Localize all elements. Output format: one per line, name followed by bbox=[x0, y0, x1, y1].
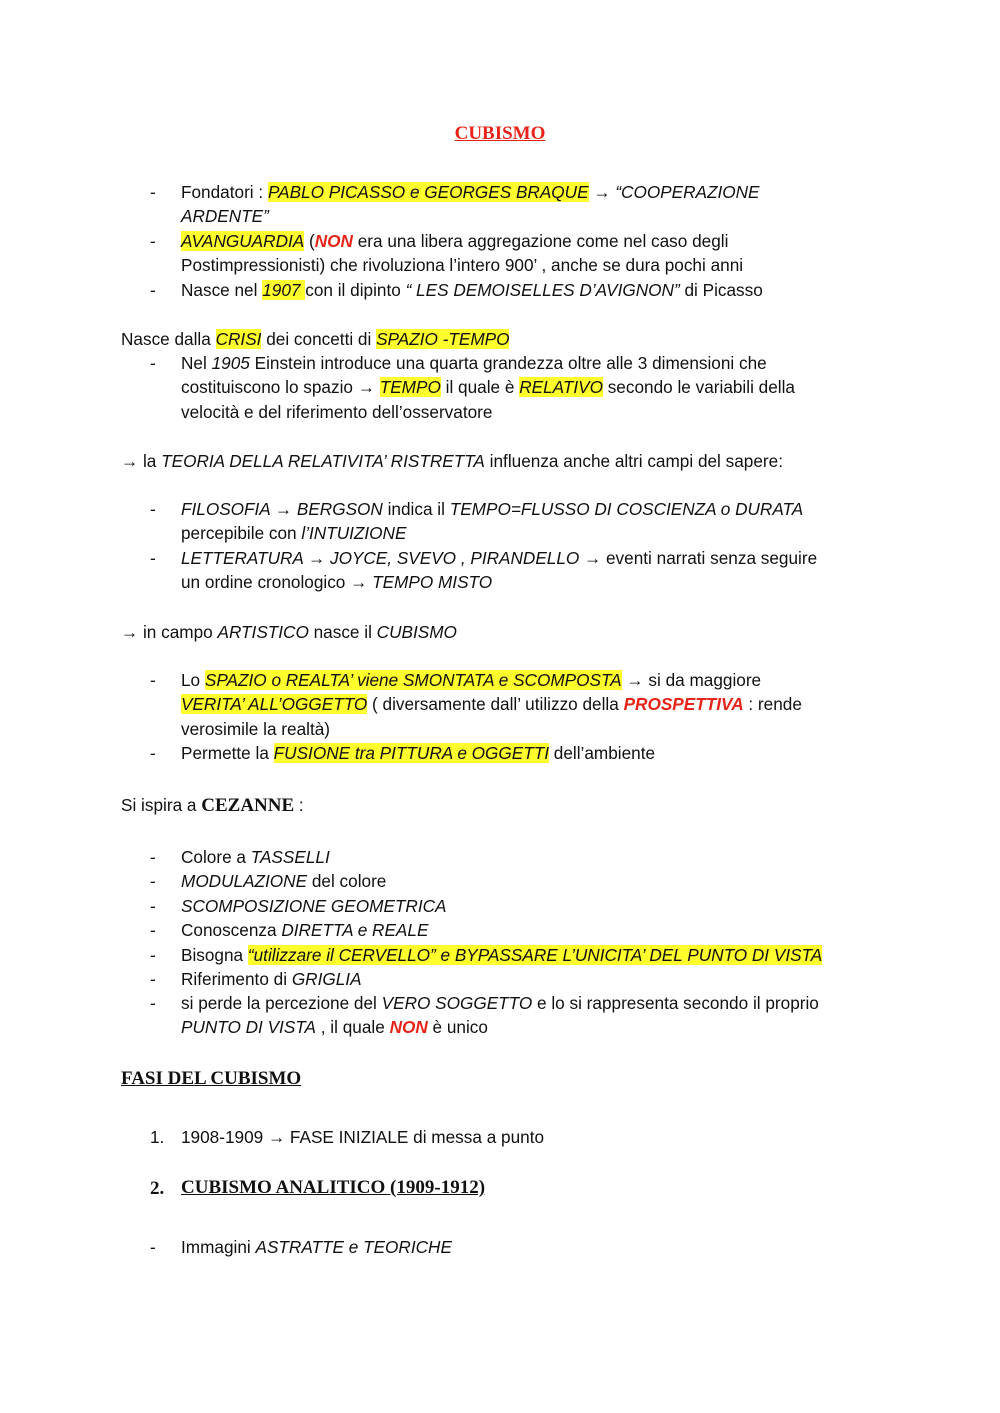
list-number: 1. bbox=[150, 1127, 165, 1147]
highlighted-text: SPAZIO -TEMPO bbox=[376, 329, 510, 349]
bullet-dash: - bbox=[150, 945, 156, 965]
text: e lo si rappresenta secondo il proprio bbox=[532, 993, 819, 1013]
italic-text: “COOPERAZIONE bbox=[615, 182, 760, 202]
italic-text: TASSELLI bbox=[250, 847, 330, 867]
text: → eventi narrati senza seguire bbox=[579, 548, 818, 568]
text: → si da maggiore bbox=[621, 670, 762, 690]
text: ( bbox=[304, 231, 315, 251]
text: Bisogna bbox=[181, 945, 248, 965]
filosofia-line bbox=[181, 497, 803, 521]
founders-line bbox=[181, 180, 760, 204]
text: del colore bbox=[307, 871, 387, 891]
text: ( diversamente dall’ utilizzo della bbox=[367, 694, 624, 714]
text: , il quale bbox=[315, 1017, 390, 1037]
letteratura-line-cont bbox=[181, 570, 492, 594]
phase-item-1: 1908-1909 → FASE INIZIALE di messa a punto bbox=[181, 1127, 545, 1147]
crisi-paragraph bbox=[121, 327, 509, 351]
einstein-line-cont bbox=[181, 375, 795, 399]
italic-text: “ LES DEMOISELLES D’AVIGNON” bbox=[405, 280, 680, 300]
red-text: NON bbox=[314, 231, 353, 251]
red-text: PROSPETTIVA bbox=[623, 694, 744, 714]
einstein-line-cont2: velocità e del riferimento dell’osservatore bbox=[181, 402, 493, 422]
italic-text: TEMPO=FLUSSO DI COSCIENZA o DURATA bbox=[449, 499, 804, 519]
spazio-line-cont bbox=[181, 692, 802, 716]
text: Immagini bbox=[181, 1237, 256, 1257]
italic-text: CUBISMO bbox=[376, 622, 457, 642]
bullet-dash: - bbox=[150, 499, 156, 519]
text: con il dipinto bbox=[305, 280, 406, 300]
text: il quale è bbox=[440, 377, 520, 397]
text: Colore a bbox=[181, 847, 251, 867]
document-title: CUBISMO bbox=[454, 123, 546, 144]
text: si perde la percezione del bbox=[181, 993, 382, 1013]
highlighted-text: AVANGUARDIA bbox=[181, 231, 305, 251]
relativita-paragraph bbox=[121, 449, 783, 473]
italic-text: DIRETTA e REALE bbox=[281, 920, 429, 940]
highlighted-text: “utilizzare il CERVELLO” e BYPASSARE L’UNICITA’ DEL PUNTO DI VISTA bbox=[247, 945, 823, 965]
text: un ordine cronologico → bbox=[181, 572, 373, 592]
bullet-dash: - bbox=[150, 969, 156, 989]
text: : bbox=[294, 795, 304, 815]
highlighted-text: TEMPO bbox=[379, 377, 441, 397]
spazio-line-cont2: verosimile la realtà) bbox=[181, 719, 331, 739]
text: secondo le variabili della bbox=[602, 377, 795, 397]
bullet-dash: - bbox=[150, 353, 156, 373]
einstein-line bbox=[181, 351, 767, 375]
letteratura-line bbox=[181, 546, 817, 570]
italic-text: TEORIA DELLA RELATIVITA’ RISTRETTA bbox=[161, 451, 485, 471]
italic-text: LETTERATURA → JOYCE, SVEVO , PIRANDELLO bbox=[181, 548, 580, 568]
highlighted-text: PABLO PICASSO e GEORGES BRAQUE bbox=[267, 182, 589, 202]
text: dei concetti di bbox=[261, 329, 377, 349]
text: Conoscenza bbox=[181, 920, 282, 940]
cezanne-item bbox=[181, 845, 330, 869]
cezanne-item bbox=[181, 918, 428, 942]
founders-line-cont: ARDENTE” bbox=[181, 206, 269, 226]
italic-text: TEMPO MISTO bbox=[372, 572, 493, 592]
text: Nasce dalla bbox=[121, 329, 216, 349]
nasce-line bbox=[181, 278, 763, 302]
text: percepibile con bbox=[181, 523, 302, 543]
text: era una libera aggregazione come nel caso degli bbox=[352, 231, 729, 251]
highlighted-text: CRISI bbox=[215, 329, 262, 349]
bullet-dash: - bbox=[150, 548, 156, 568]
text: → in campo bbox=[121, 622, 218, 642]
bullet-dash: - bbox=[150, 743, 156, 763]
text: nasce il bbox=[308, 622, 377, 642]
italic-text: PUNTO DI VISTA bbox=[181, 1017, 316, 1037]
bullet-dash: - bbox=[150, 920, 156, 940]
highlighted-text: VERITA’ ALL’OGGETTO bbox=[181, 694, 368, 714]
italic-text: 1905 bbox=[211, 353, 250, 373]
cezanne-item bbox=[181, 943, 822, 967]
bullet-dash: - bbox=[150, 280, 156, 300]
avanguardia-line bbox=[181, 229, 728, 253]
spazio-line bbox=[181, 668, 761, 692]
italic-text: FILOSOFIA → BERGSON bbox=[181, 499, 383, 519]
phase-item-2-heading: CUBISMO ANALITICO (1909-1912) bbox=[181, 1177, 486, 1198]
text: → bbox=[588, 182, 616, 202]
cezanne-item bbox=[181, 869, 386, 893]
list-number: 2. bbox=[150, 1178, 165, 1199]
text: Fondatori : bbox=[181, 182, 268, 202]
immagini-line bbox=[181, 1235, 452, 1259]
red-text: NON bbox=[389, 1017, 428, 1037]
bullet-dash: - bbox=[150, 182, 156, 202]
fusione-line bbox=[181, 741, 655, 765]
italic-text: MODULAZIONE bbox=[181, 871, 308, 891]
bullet-dash: - bbox=[150, 670, 156, 690]
text: indica il bbox=[382, 499, 450, 519]
text: è unico bbox=[427, 1017, 488, 1037]
italic-text: GRIGLIA bbox=[291, 969, 362, 989]
text: di Picasso bbox=[679, 280, 763, 300]
text: dell’ambiente bbox=[549, 743, 656, 763]
italic-text: ASTRATTE e TEORICHE bbox=[255, 1237, 452, 1257]
highlighted-text: 1907 bbox=[262, 280, 306, 300]
highlighted-text: RELATIVO bbox=[519, 377, 603, 397]
text: Si ispira a bbox=[121, 795, 202, 815]
text: Nel bbox=[181, 353, 212, 373]
cezanne-paragraph bbox=[121, 793, 304, 818]
artistico-paragraph bbox=[121, 620, 457, 644]
cezanne-item bbox=[181, 967, 362, 991]
text: Riferimento di bbox=[181, 969, 292, 989]
text: : rende bbox=[743, 694, 802, 714]
text: influenza anche altri campi del sapere: bbox=[484, 451, 783, 471]
italic-text: VERO SOGGETTO bbox=[381, 993, 533, 1013]
cezanne-item: SCOMPOSIZIONE GEOMETRICA bbox=[181, 896, 447, 916]
filosofia-line-cont bbox=[181, 521, 406, 545]
cezanne-item bbox=[181, 991, 819, 1015]
bullet-dash: - bbox=[150, 896, 156, 916]
bullet-dash: - bbox=[150, 231, 156, 251]
bullet-dash: - bbox=[150, 871, 156, 891]
text: → la bbox=[121, 451, 162, 471]
text: Lo bbox=[181, 670, 205, 690]
cezanne-item-cont bbox=[181, 1015, 488, 1039]
bullet-dash: - bbox=[150, 1237, 156, 1257]
bullet-dash: - bbox=[150, 847, 156, 867]
text: costituiscono lo spazio → bbox=[181, 377, 380, 397]
text: Einstein introduce una quarta grandezza oltre alle 3 dimensioni che bbox=[249, 353, 767, 373]
bold-serif-text: CEZANNE bbox=[201, 795, 295, 816]
text: Nasce nel bbox=[181, 280, 263, 300]
bullet-dash: - bbox=[150, 993, 156, 1013]
italic-text: ARTISTICO bbox=[217, 622, 309, 642]
avanguardia-line-cont: Postimpressionisti) che rivoluziona l’intero 900’ , anche se dura pochi anni bbox=[181, 255, 744, 275]
highlighted-text: FUSIONE tra PITTURA e OGGETTI bbox=[273, 743, 550, 763]
text: Permette la bbox=[181, 743, 274, 763]
italic-text: l’INTUIZIONE bbox=[301, 523, 407, 543]
phases-heading: FASI DEL CUBISMO bbox=[121, 1068, 302, 1089]
highlighted-text: SPAZIO o REALTA’ viene SMONTATA e SCOMPOSTA bbox=[204, 670, 622, 690]
